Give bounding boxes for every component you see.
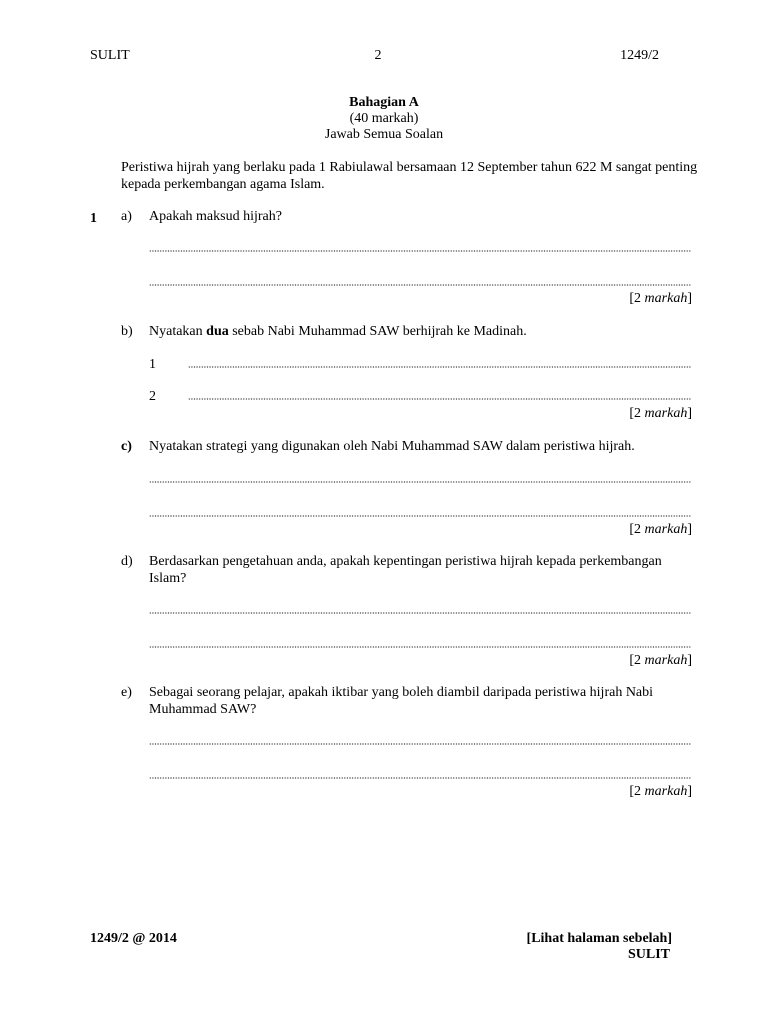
question-c-label: c) (121, 439, 132, 454)
answer-line-b1[interactable] (188, 366, 691, 368)
answer-line-a2[interactable] (149, 284, 691, 286)
section-title: Bahagian A (349, 95, 419, 110)
question-b-label: b) (121, 324, 133, 339)
answer-line-e1[interactable] (149, 743, 691, 745)
question-e-label: e) (121, 685, 132, 700)
question-e-text-1: Sebagai seorang pelajar, apakah iktibar yang boleh diambil daripada peristiwa hijrah Nabi (149, 685, 654, 700)
answer-line-a1[interactable] (149, 250, 691, 252)
answer-line-c1[interactable] (149, 481, 691, 483)
question-d-text-1: Berdasarkan pengetahuan anda, apakah kepentingan peristiwa hijrah kepada perkembangan (149, 554, 662, 569)
footer-code: 1249/2 @ 2014 (90, 931, 177, 946)
question-d-text-2: Islam? (149, 571, 187, 586)
intro-line-1: Peristiwa hijrah yang berlaku pada 1 Rabiulawal bersamaan 12 September tahun 622 M sangat penting (121, 160, 698, 175)
item-number-2: 2 (149, 389, 156, 404)
question-c-text: Nyatakan strategi yang digunakan oleh Nabi Muhammad SAW dalam peristiwa hijrah. (149, 439, 635, 454)
page-number: 2 (374, 48, 382, 63)
intro-line-2: kepada perkembangan agama Islam. (121, 177, 325, 192)
footer-next-page: [Lihat halaman sebelah] (526, 931, 672, 946)
question-a-text: Apakah maksud hijrah? (149, 209, 282, 224)
answer-line-e2[interactable] (149, 777, 691, 779)
section-marks: (40 markah) (349, 111, 419, 126)
section-instruction: Jawab Semua Soalan (324, 127, 444, 142)
marks-c: [2 markah] (629, 522, 692, 537)
marks-b: [2 markah] (629, 406, 692, 421)
item-number-1: 1 (149, 357, 156, 372)
marks-d: [2 markah] (629, 653, 692, 668)
question-d-label: d) (121, 554, 133, 569)
question-b-text: Nyatakan dua sebab Nabi Muhammad SAW berhijrah ke Madinah. (149, 324, 527, 339)
question-e-text-2: Muhammad SAW? (149, 702, 257, 717)
marks-e: [2 markah] (629, 784, 692, 799)
marks-a: [2 markah] (629, 291, 692, 306)
answer-line-d2[interactable] (149, 646, 691, 648)
header-code: 1249/2 (620, 48, 659, 63)
answer-line-c2[interactable] (149, 515, 691, 517)
question-a-label: a) (121, 209, 132, 224)
answer-line-b2[interactable] (188, 398, 691, 400)
answer-line-d1[interactable] (149, 612, 691, 614)
question-number: 1 (90, 211, 97, 226)
footer-sulit: SULIT (627, 947, 670, 962)
header-sulit: SULIT (90, 48, 130, 63)
